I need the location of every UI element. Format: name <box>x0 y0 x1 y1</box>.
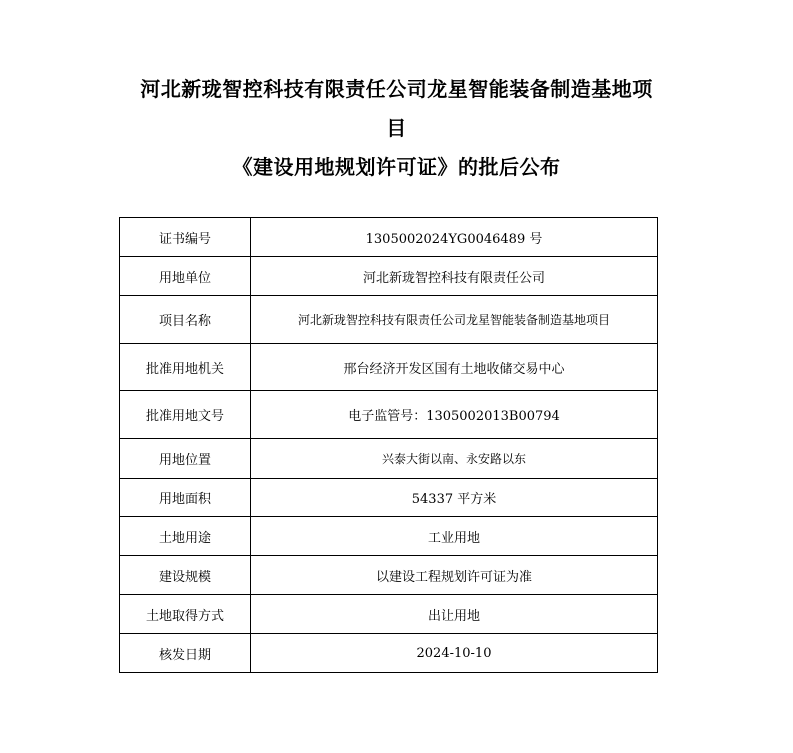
row-value: 2024-10-10 <box>251 634 658 673</box>
table-row-construction-scale <box>120 556 658 595</box>
row-value: 工业用地 <box>251 517 658 556</box>
row-value: 54337 平方米 <box>251 479 658 517</box>
table-row-approval-authority <box>120 344 658 391</box>
row-value: 电子监管号：1305002013B00794 <box>251 391 658 439</box>
table-row-project-name <box>120 296 658 344</box>
table-row-land-user <box>120 257 658 296</box>
table-row-land-area <box>120 479 658 517</box>
row-label: 建设规模 <box>120 556 251 595</box>
row-label: 用地面积 <box>120 479 251 517</box>
row-label: 批准用地文号 <box>120 391 251 439</box>
title-line-3: 《建设用地规划许可证》的批后公布 <box>232 155 561 179</box>
permit-table <box>119 217 658 673</box>
row-value: 邢台经济开发区国有土地收储交易中心 <box>251 344 658 391</box>
table-row-certificate-number <box>120 218 658 257</box>
table-row-land-use <box>120 517 658 556</box>
row-label: 土地取得方式 <box>120 595 251 634</box>
row-label: 项目名称 <box>120 296 251 344</box>
title-line-1: 河北新珑智控科技有限责任公司龙星智能装备制造基地项 <box>140 77 653 101</box>
row-label: 土地用途 <box>120 517 251 556</box>
row-value: 河北新珑智控科技有限责任公司 <box>251 257 658 296</box>
document-title <box>0 70 793 187</box>
row-value: 河北新珑智控科技有限责任公司龙星智能装备制造基地项目 <box>251 296 658 344</box>
row-value: 1305002024YG0046489 号 <box>251 218 658 257</box>
table-row-acquisition-method <box>120 595 658 634</box>
table-row-land-location <box>120 439 658 479</box>
table-row-issue-date <box>120 634 658 673</box>
row-label: 用地单位 <box>120 257 251 296</box>
table-row-approval-document <box>120 391 658 439</box>
row-value: 以建设工程规划许可证为准 <box>251 556 658 595</box>
row-label: 用地位置 <box>120 439 251 479</box>
row-label: 批准用地机关 <box>120 344 251 391</box>
row-value: 兴泰大街以南、永安路以东 <box>251 439 658 479</box>
title-line-2: 目 <box>386 116 407 140</box>
row-value: 出让用地 <box>251 595 658 634</box>
row-label: 核发日期 <box>120 634 251 673</box>
row-label: 证书编号 <box>120 218 251 257</box>
